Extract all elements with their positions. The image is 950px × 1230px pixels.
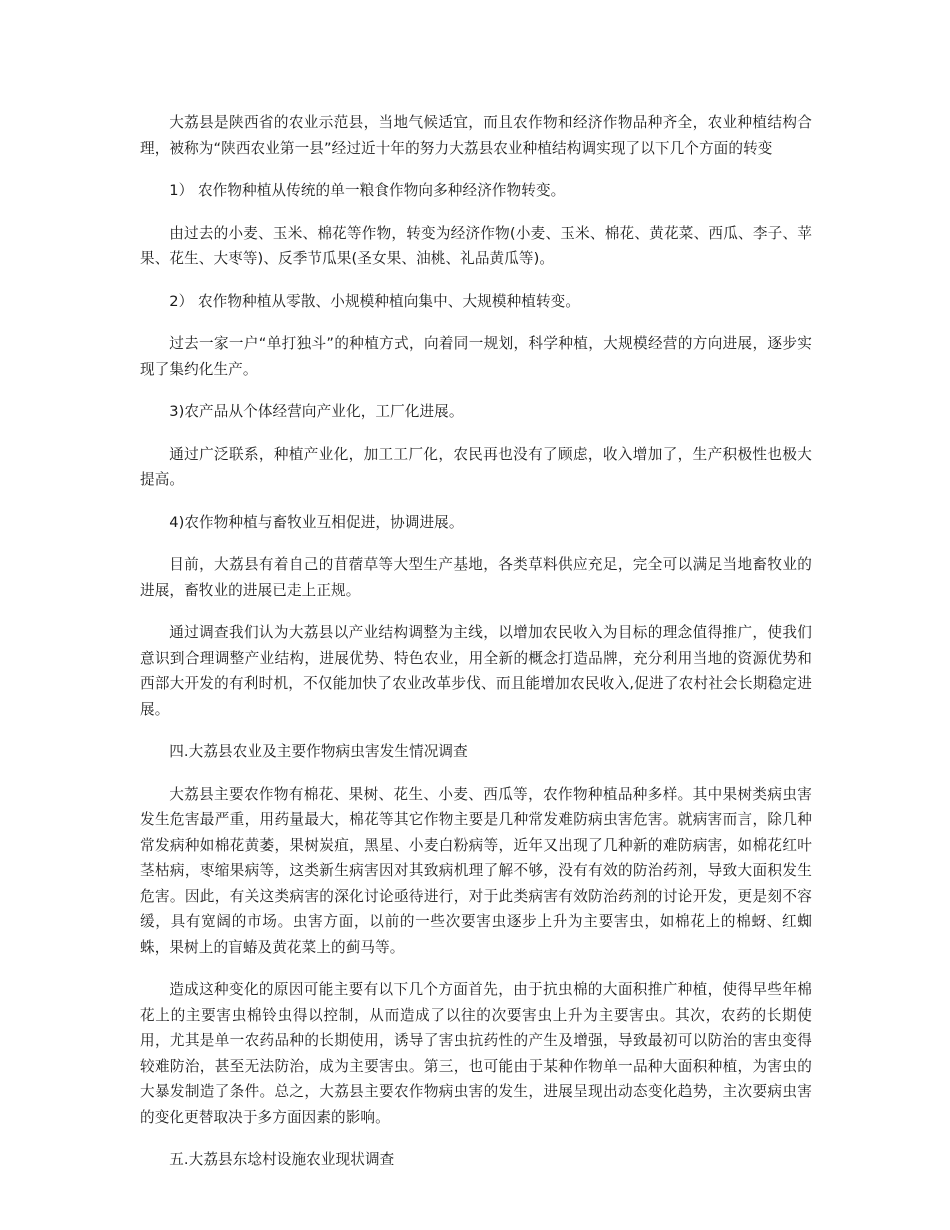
point-1-heading: 1） 农作物种植从传统的单一粮食作物向多种经济作物转变。 [169,182,566,199]
section-5-heading: 五.大荔县东埝村设施农业现状调查 [169,1151,395,1168]
conclusion-paragraph: 通过调查我们认为大荔县以产业结构调整为主线，以增加农民收入为目标的理念值得推广，使我们意识到合理调整产业结构，进展优势、特色农业，用全新的概念打造品牌，充分利用当地的资源优势和西部大开发的有利时机，不仅能加快了农业改革步伐、而且能增加农民收入,促进了农村社会长期稳定进展。 [140,624,812,718]
point-3-body: 通过广泛联系，种植产业化，加工工厂化，农民再也没有了顾虑，收入增加了，生产积极性也极大提高。 [140,445,812,488]
pest-overview-paragraph: 大荔县主要农作物有棉花、果树、花生、小麦、西瓜等，农作物种植品种多样。其中果树类病虫害发生危害最严重，用药量最大，棉花等其它作物主要是几种常发难防病虫害危害。就病害而言，除几种常发病种如棉花黄萎，果树炭疽，黑星、小麦白粉病等，近年又出现了几种新的难防病害，如棉花红叶茎枯病，枣缩果病等，这类新生病害因对其致病机理了解不够，没有有效的防治药剂，导致大面积发生危害。因此，有关这类病害的深化讨论亟待进行，对于此类病害有效防治药剂的讨论开发，更是刻不容缓，具有宽阔的市场。虫害方面，以前的一些次要害虫逐步上升为主要害虫，如棉花上的棉蚜、红蜘蛛，果树上的盲蝽及黄花菜上的蓟马等。 [140,785,812,956]
point-4-heading: 4)农作物种植与畜牧业互相促进，协调进展。 [169,513,464,531]
document-page [140,110,812,1190]
section-4-heading: 四.大荔县农业及主要作物病虫害发生情况调查 [169,743,468,760]
pest-causes-paragraph: 造成这种变化的原因可能主要有以下几个方面首先，由于抗虫棉的大面积推广种植，使得早些年棉花上的主要害虫棉铃虫得以控制，从而造成了以往的次要害虫上升为主要害虫。其次，农药的长期使用，尤其是单一农药品种的长期使用，诱导了害虫抗药性的产生及增强，导致最初可以防治的害虫变得较难防治，甚至无法防治，成为主要害虫。第三，也可能由于某种作物单一品种大面积种植，为害虫的大暴发制造了条件。总之，大荔县主要农作物病虫害的发生，进展呈现出动态变化趋势，主次要病虫害的变化更替取决于多方面因素的影响。 [140,981,812,1126]
intro-paragraph: 大荔县是陕西省的农业示范县，当地气候适宜，而且农作物和经济作物品种齐全，农业种植结构合理，被称为“陕西农业第一县”经过近十年的努力大荔县农业种植结构调实现了以下几个方面的转变 [140,114,812,157]
point-2-heading: 2） 农作物种植从零散、小规模种植向集中、大规模种植转变。 [169,292,581,310]
point-3-heading: 3)农产品从个体经营向产业化，工厂化进展。 [169,403,464,420]
point-4-body: 目前，大荔县有着自己的苜蓿草等大型生产基地，各类草料供应充足，完全可以满足当地畜牧业的进展，畜牧业的进展已走上正规。 [140,556,812,599]
point-2-body: 过去一家一户“单打独斗”的种植方式，向着同一规划，科学种植，大规模经营的方向进展，逐步实现了集约化生产。 [140,335,812,378]
point-1-body: 由过去的小麦、玉米、棉花等作物，转变为经济作物(小麦、玉米、棉花、黄花菜、西瓜、李子、苹果、花生、大枣等)、反季节瓜果(圣女果、油桃、礼品黄瓜等)。 [140,224,812,267]
